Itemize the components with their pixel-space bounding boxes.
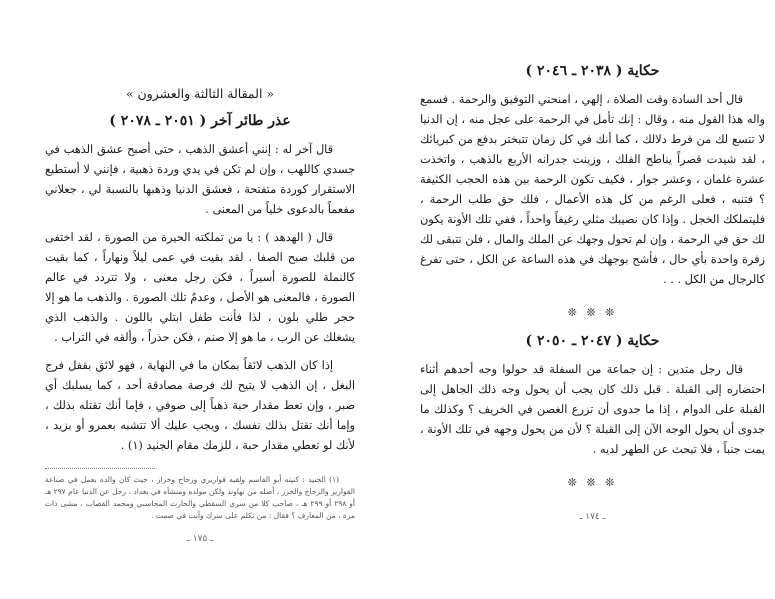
- story-title: حكاية ( ٢٠٣٨ ـ ٢٠٤٦ ): [525, 63, 660, 79]
- paragraph: قال أحد السادة وقت الصلاة ، إلهي ، امنحني التوفيق والرحمة . فسمع واله هذا القول منه ، وقال : إنك تأمل في الرحمة على عجل منه ، إن الدنيا لا تتسع لك من فرط دلالك ، كما أنك في كل زمان تتبختر بدفع من كبريائك ، لقد شيدت قصراً يناطح الفلك ، وزينت جدرانه الأربع بالذهب ، واتخذت عشرة غلمان ، وعشر جوار ، فكيف تكون الرحمة بين هذه الحجب الكثيفة ؟ فتنبه ، فعلى الرغم من كل هذه الأعمال ، فلك حق طلب الرحمة ، فليتملكك الخجل . وإذا كان نصيبك مثلي رغيفاً واحداً ، ففي تلك الأونة يكون لك حق في الرحمة ، وإن لم تحول وجهك عن الملك والمال ، فلن تتبقى لك زفرة واحدة بأي حال ، فأشح بوجهك في هذه الساعة عن الكل ، حتى تفرغ كالرجال من الكل . . .: [420, 93, 765, 286]
- story-text: [420, 90, 765, 290]
- paragraph: قال ( الهدهد ) : يا من تملكته الحيرة من الصورة ، لقد اختفى من قلبك صبح الصفا . لقد بقيت في عمى ليلاً ونهاراً ، كما بقيت كالنملة للصورة أسيراً ، فكن رجل معنى ، ولا تتردد في عالم الصورة ، فالمعنى هو الأصل ، وعدمٌ تلك الصورة . والذهب ما هو إلا حجر طلي بلون ، لذا فأنت طفل ابتلي باللون . والذهب الذي يشغلك عن الرب ، ما هو إلا صنم ، فكن حذراً ، وألقه في التراب .: [45, 231, 355, 344]
- footnote-text: (١) الجنيد : كنيته أبو القاسم ولقبه قواريري وزجاج وخزاز ، حيث كان والده يعمل في صناعة القوارير والزجاج والخزز ، أصله من نهاوند ولكن مولده ومنشأه في بغداد ، رحل عن الدنيا عام ٢٩٧ هـ أو ٢٩٨ أو ٢٩٩ هـ ، صاحب كلا من سري السقطي والحارث المحاسبي ومحمد القصاب ، مشى ذات مرة ، من المعارف ؟ فقال : من تكلم على سرك وأنت في صمت .: [45, 475, 355, 520]
- paragraph: إذا كان الذهب لائقاً بمكان ما في النهاية ، فهو لائق بقفل فرج البغل ، إن الذهب لا يتيح لك فرصة مصادقة أحد ، كما يسلبك أي صبر ، وإن تعط مقدار حبة ذهباً إلى صوفي ، فإما أنك تقتله بذلك ، وإما أنك تقتل بذلك نفسك ، ويجب عليك ألا تتشبه بعمرو أو بزيد ، لأنك لو تعطي مقدار حبة ، للزمك مقام الجنيد (١) .: [45, 359, 355, 452]
- page-number: ـ ١٧٥ ـ: [187, 534, 213, 544]
- right-page: [420, 0, 765, 524]
- separator: ❊ ❊ ❊: [567, 306, 618, 319]
- left-page: [45, 0, 355, 546]
- body-paragraph: [45, 140, 355, 220]
- footnote: [45, 474, 355, 522]
- story-title: حكاية ( ٢٠٤٧ ـ ٢٠٥٠ ): [525, 333, 660, 349]
- footnote-divider: [45, 468, 155, 469]
- chapter-title: « المقالة الثالثة والعشرون »: [125, 86, 275, 101]
- story-text: [420, 360, 765, 460]
- body-paragraph: [45, 356, 355, 456]
- separator: ❊ ❊ ❊: [567, 476, 618, 489]
- page-number: ـ ١٧٤ ـ: [579, 512, 606, 522]
- paragraph: قال رجل متدين : إن جماعة من السفلة قد حولوا وجه أحدهم أثناء احتضاره إلى القبلة . قبل ذلك كان يجب أن يحول وجه ذلك الجاهل إلى القبلة على الدوام ، إذا ما جدوى أن تزرع الغصن في الخريف ؟ وكذلك ما جدوى أن يحول الوجه الآن إلى القبلة ؟ لأن من يحول وجهه في تلك الأونة ، يمت جنباً ، فلا تبحث عن الطهر لديه .: [420, 363, 765, 456]
- body-paragraph: [45, 228, 355, 348]
- section-title: عذر طائر آخر ( ٢٠٥١ ـ ٢٠٧٨ ): [109, 113, 291, 129]
- paragraph: قال آخر له : إنني أعشق الذهب ، حتى أصبح عشق الذهب في جسدي كاللهب ، وإن لم تكن في يدي وردة ذهبية ، فإنني لا أستطيع الاستقرار كوردة متفتحة ، فعشق الدنيا وذهبها بالنسبة لي ، جعلاني مفعماً بالدعوى خلياً من المعنى .: [45, 143, 355, 216]
